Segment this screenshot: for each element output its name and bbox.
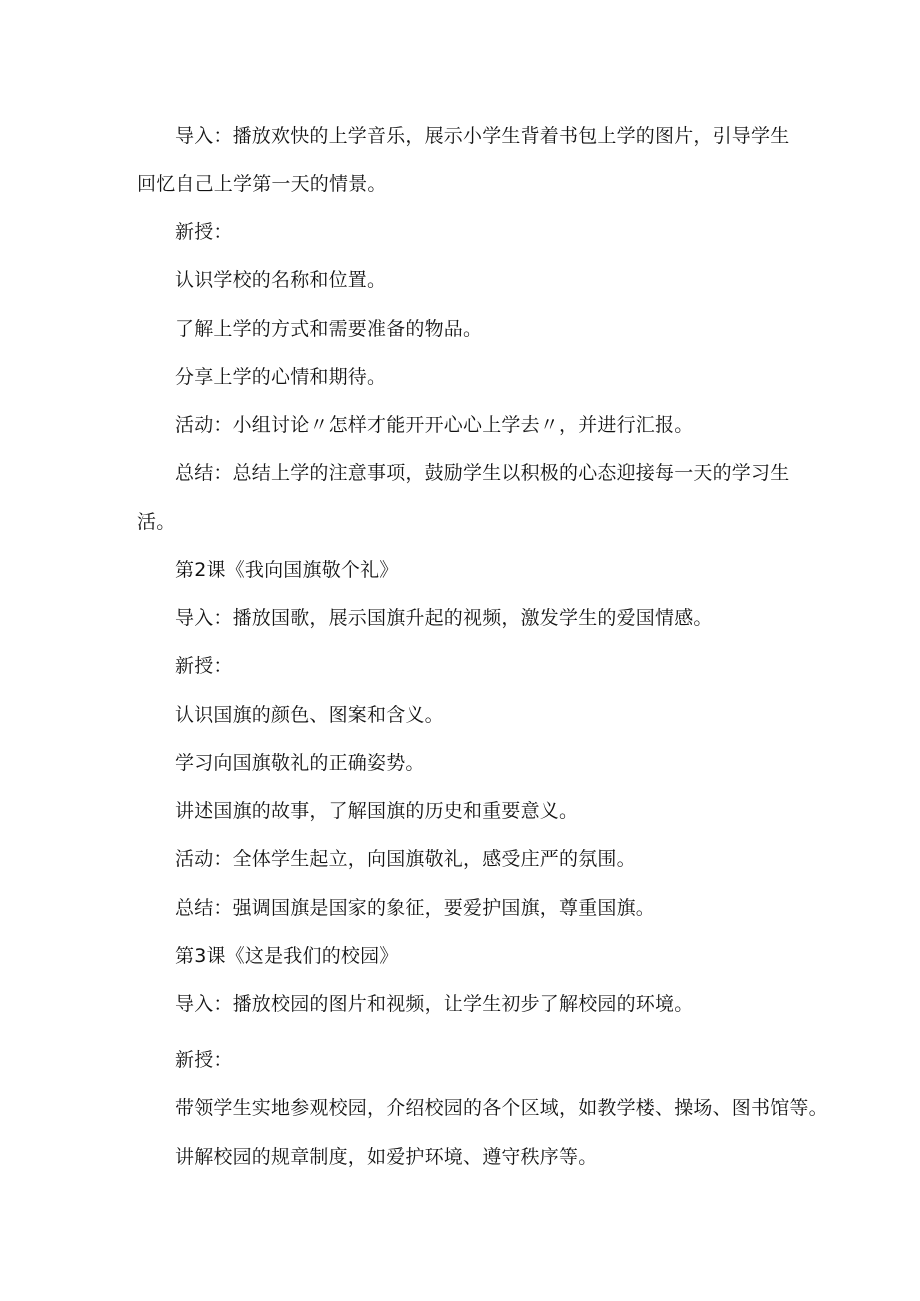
list-item: 学习向国旗敬礼的正确姿势。	[175, 752, 425, 774]
section-label: 新授：	[175, 655, 233, 677]
list-item: 讲述国旗的故事，了解国旗的历史和重要意义。	[175, 800, 579, 822]
paragraph-line: 活动：小组讨论〃怎样才能开开心心上学去〃，并进行汇报。	[175, 414, 694, 436]
list-item: 认识学校的名称和位置。	[175, 269, 387, 291]
paragraph-line: 回忆自己上学第一天的情景。	[137, 173, 387, 195]
section-label: 新授：	[175, 1049, 233, 1071]
list-item: 讲解校园的规章制度，如爱护环境、遵守秩序等。	[175, 1146, 598, 1168]
paragraph-line: 活动：全体学生起立，向国旗敬礼，感受庄严的氛围。	[175, 848, 636, 870]
lesson-heading: 第3课《这是我们的校园》	[175, 945, 399, 967]
paragraph-line: 总结：强调国旗是国家的象征，要爱护国旗，尊重国旗。	[175, 897, 656, 919]
paragraph-line: 导入：播放校园的图片和视频，让学生初步了解校园的环境。	[175, 993, 694, 1015]
paragraph-line: 导入：播放欢快的上学音乐，展示小学生背着书包上学的图片，引导学生	[175, 125, 790, 147]
section-label: 新授：	[175, 221, 233, 243]
lesson-heading: 第2课《我向国旗敬个礼》	[175, 559, 399, 581]
list-item: 带领学生实地参观校园，介绍校园的各个区域，如教学楼、操场、图书馆等。	[175, 1097, 828, 1119]
list-item: 分享上学的心情和期待。	[175, 366, 387, 388]
list-item: 了解上学的方式和需要准备的物品。	[175, 318, 483, 340]
paragraph-line: 活。	[137, 511, 176, 533]
paragraph-line: 导入：播放国歌，展示国旗升起的视频，激发学生的爱国情感。	[175, 607, 713, 629]
list-item: 认识国旗的颜色、图案和含义。	[175, 704, 444, 726]
paragraph-line: 总结：总结上学的注意事项，鼓励学生以积极的心态迎接每一天的学习生	[175, 462, 790, 484]
